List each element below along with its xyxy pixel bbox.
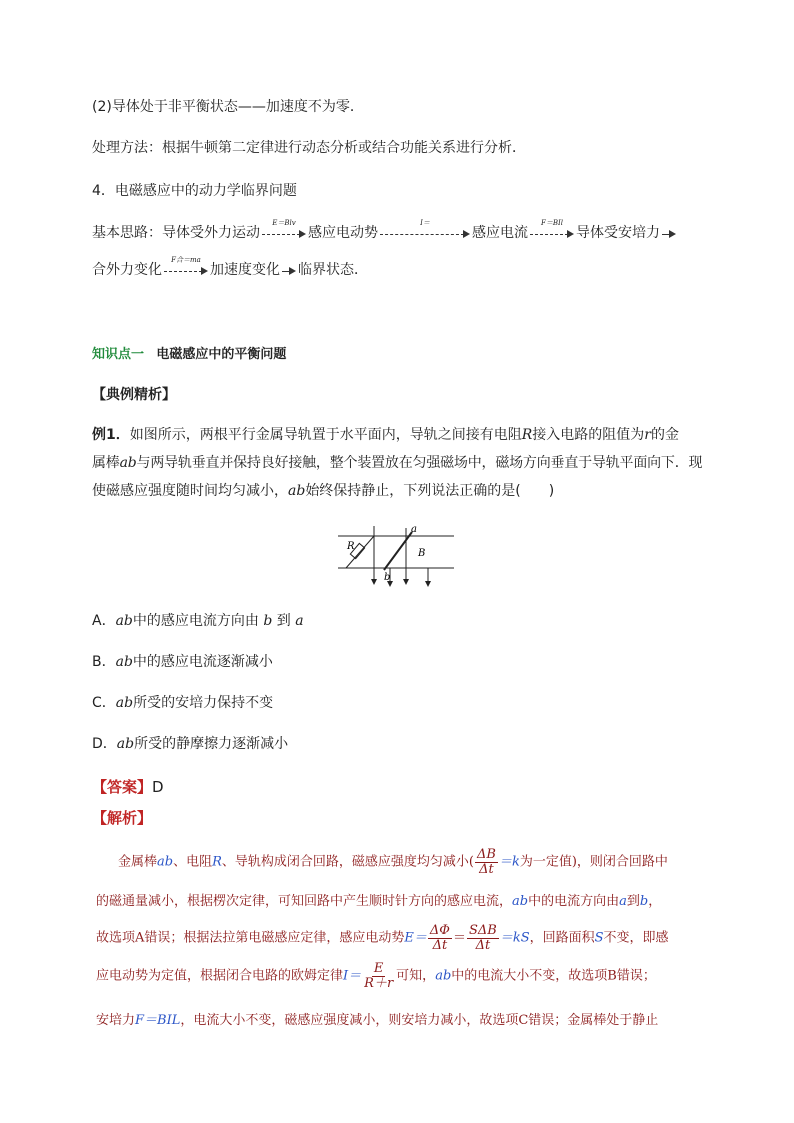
text-segment: 如图所示，两根平行金属导轨置于水平面内，导轨之间接有电阻	[129, 427, 522, 443]
text-segment: 不变，即感	[603, 930, 669, 946]
text-segment: 故选项A错误；根据法拉第电磁感应定律，感应电动势	[96, 930, 405, 946]
var-ab: ab	[115, 654, 133, 670]
label-B: B	[418, 548, 426, 559]
arrow-label: F＝BIl	[540, 219, 563, 227]
paragraph-basic-idea	[92, 219, 678, 242]
fraction-SdB-dt	[467, 924, 499, 952]
arrow-net-force	[164, 256, 208, 279]
option-letter: B．	[92, 654, 116, 670]
text-segment: 感应电流	[472, 225, 528, 241]
numerator: E	[373, 961, 384, 976]
example-line-2	[92, 452, 702, 472]
text-segment: 属棒	[92, 455, 120, 471]
text-segment: 的金	[651, 427, 679, 443]
arrow-plain	[282, 261, 296, 279]
text-segment: 所受的安培力保持不变	[133, 695, 274, 711]
var-ab: ab	[115, 613, 133, 629]
option-b[interactable]	[92, 651, 273, 671]
example-line-1	[92, 424, 679, 444]
var-S: S	[594, 930, 604, 946]
numerator: ΔB	[476, 847, 496, 862]
text-segment: 临界状态．	[298, 262, 368, 278]
option-c[interactable]	[92, 692, 273, 712]
text-segment: 、电阻	[173, 854, 213, 870]
var-k: ＝k	[498, 854, 520, 870]
var-R: R	[212, 854, 222, 870]
solution-line-4	[96, 962, 706, 990]
var-ab: ab	[512, 894, 529, 909]
text-segment: 中的电流大小不变，故选项B错误；	[451, 968, 656, 984]
analysis-heading	[92, 807, 152, 828]
option-a[interactable]	[92, 610, 304, 630]
var-R: R	[521, 427, 533, 443]
example-line-3	[92, 480, 554, 500]
arrow-label: I＝	[420, 219, 430, 227]
arrow-emf	[262, 219, 306, 242]
answer-label: 【答案】	[92, 778, 153, 796]
heading-example-analysis: 【典例精析】	[92, 387, 176, 403]
paragraph-nonequilibrium: (2)导体处于非平衡状态——加速度不为零．	[92, 99, 364, 115]
solution-line-5	[96, 1009, 706, 1028]
var-a: a	[295, 613, 304, 629]
text-segment: 导体受安培力	[576, 225, 660, 241]
paragraph-method: 处理方法：根据牛顿第二定律进行动态分析或结合功能关系进行分析．	[92, 140, 526, 156]
var-F: F＝BIL	[135, 1013, 181, 1028]
text-segment: 的磁通量减小，根据楞次定律，可知回路中产生顺时针方向的感应电流，	[96, 894, 513, 909]
var-ab: ab	[115, 695, 134, 711]
heading-critical-problem: 4．电磁感应中的动力学临界问题	[92, 183, 297, 199]
denominator: R＋r	[364, 975, 394, 991]
arrow-label: E＝Blv	[272, 219, 296, 227]
var-r: r	[644, 427, 651, 443]
arrow-label: F合＝ma	[171, 256, 201, 264]
option-d[interactable]	[92, 733, 288, 753]
var-ab: ab	[119, 455, 137, 471]
numerator: ΔΦ	[429, 923, 450, 938]
option-letter: D．	[92, 736, 117, 752]
analysis-label: 【解析】	[92, 809, 153, 827]
option-letter: A．	[92, 613, 116, 629]
label-b: b	[384, 572, 391, 583]
text-segment: 应电动势为定值，根据闭合电路的欧姆定律	[96, 968, 344, 984]
answer-value: D	[152, 778, 164, 796]
text-segment: 为一定值)，则闭合回路中	[519, 854, 668, 870]
text-segment: ，	[648, 894, 662, 909]
solution-line-2	[96, 890, 706, 909]
solution-line-3	[96, 924, 706, 952]
text-segment: 感应电动势	[308, 225, 378, 241]
arrow-plain	[662, 224, 676, 242]
rail-circuit-figure	[338, 522, 460, 588]
text-segment: 中的感应电流方向由	[132, 613, 259, 629]
text-segment: 安培力	[96, 1013, 136, 1028]
var-a: a	[619, 894, 627, 909]
text-segment: 中的感应电流逐渐减小	[132, 654, 273, 670]
text-segment: 中的电流方向由	[528, 894, 620, 909]
answer-line	[92, 776, 164, 797]
text-segment: 加速度变化	[210, 262, 280, 278]
section-heading	[92, 343, 286, 362]
text-segment: 合外力变化	[92, 262, 162, 278]
text-segment: 到	[626, 894, 640, 909]
text-segment: 、导轨构成闭合回路，磁感应强度均匀减小(	[221, 854, 474, 870]
var-b: b	[263, 613, 273, 629]
fraction-dB-dt	[475, 848, 498, 876]
denominator: Δt	[479, 861, 494, 877]
text-segment: 与两导轨垂直并保持良好接触，整个装置放在匀强磁场中，磁场方向垂直于导轨平面向下．现	[136, 455, 703, 471]
text-segment: 到	[276, 613, 291, 629]
var-ab: ab	[435, 968, 452, 984]
text-segment: ，回路面积	[529, 930, 595, 946]
text-segment: 可知，	[396, 968, 436, 984]
numerator: SΔB	[468, 923, 497, 938]
var-ab: ab	[288, 483, 306, 499]
text-segment: ，电流大小不变，磁感应强度减小，则安培力减小，故选项C错误；金属棒处于静止	[180, 1013, 659, 1028]
text-segment: 金属棒	[118, 854, 158, 870]
label-a: a	[411, 524, 417, 535]
option-letter: C．	[92, 695, 116, 711]
var-kS: ＝kS	[499, 930, 530, 946]
label-R: R	[347, 541, 355, 552]
example-label: 例1．	[92, 427, 130, 443]
arrow-current	[380, 219, 470, 242]
text-segment: ＝	[452, 930, 466, 946]
text-segment: 使磁感应强度随时间均匀减小，	[92, 483, 288, 499]
section-tag: 知识点一	[92, 347, 145, 362]
solution-line-1	[118, 848, 728, 876]
arrow-force	[530, 219, 574, 242]
text-segment: 所受的静摩擦力逐渐减小	[134, 736, 289, 752]
text-segment: 基本思路：导体受外力运动	[92, 225, 260, 241]
section-title: 电磁感应中的平衡问题	[156, 347, 287, 362]
denominator: Δt	[475, 937, 491, 953]
var-E: E＝	[404, 930, 427, 946]
var-ab: ab	[157, 854, 174, 870]
text-segment: 接入电路的阻值为	[532, 427, 645, 443]
fraction-dPhi-dt	[428, 924, 452, 952]
denominator: Δt	[432, 937, 448, 953]
var-ab: ab	[116, 736, 135, 752]
fraction-E-Rr	[362, 962, 395, 990]
paragraph-basic-idea-cont	[92, 256, 368, 279]
text-segment: 始终保持静止，下列说法正确的是( )	[305, 483, 555, 499]
var-I: I＝	[343, 968, 362, 984]
var-b: b	[639, 894, 649, 909]
